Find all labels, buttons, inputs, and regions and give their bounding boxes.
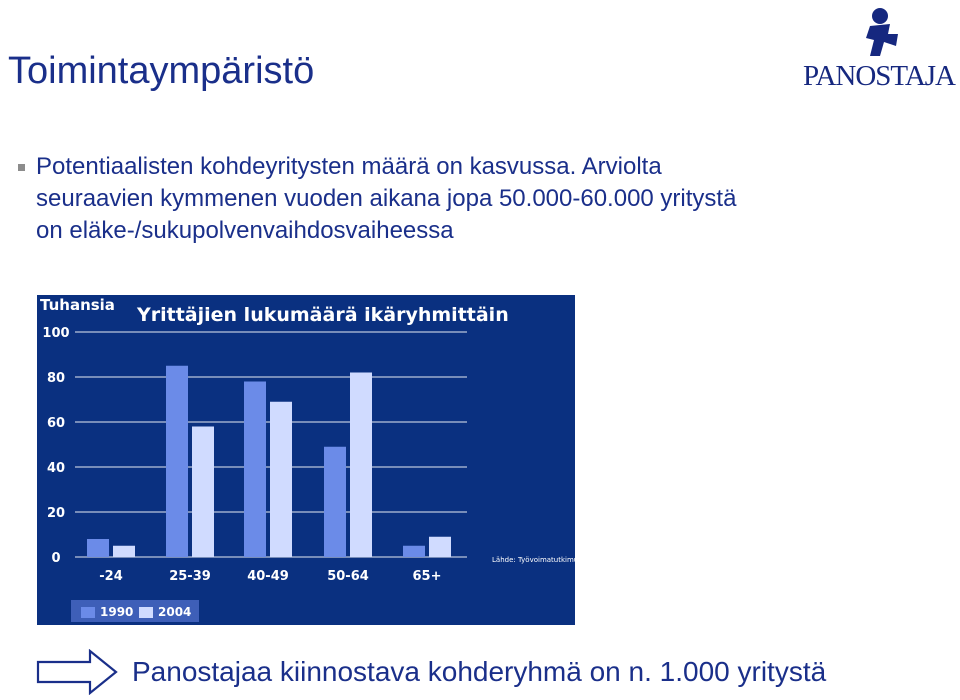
y-tick-label-80: 80 bbox=[46, 371, 66, 386]
bar-2004--24 bbox=[113, 546, 135, 557]
bar-1990--24 bbox=[87, 539, 109, 557]
bar-1990-40-49 bbox=[244, 382, 266, 558]
logo-text: PANOSTAJA bbox=[803, 60, 955, 92]
legend-label-2004: 2004 bbox=[158, 605, 192, 619]
bar-2004-25-39 bbox=[192, 427, 214, 558]
slide-title: Toimintaympäristö bbox=[8, 50, 315, 92]
square-bullet-icon bbox=[18, 164, 25, 171]
x-tick-label--24: -24 bbox=[99, 569, 123, 584]
legend-swatch-2004 bbox=[139, 607, 153, 618]
bullet-text: Potentiaalisten kohdeyritysten määrä on kasvussa. Arviolta seuraavien kymmenen vuoden aikana jopa 50.000-60.000 yritystä on eläke-/sukupolvenvaihdosvaiheessa bbox=[36, 153, 737, 244]
chart-unit-label: Tuhansia bbox=[40, 296, 115, 314]
chart-canvas bbox=[37, 295, 575, 625]
y-tick-label-60: 60 bbox=[46, 416, 66, 431]
y-tick-label-20: 20 bbox=[46, 506, 66, 521]
bar-2004-50-64 bbox=[350, 373, 372, 558]
bar-1990-65+ bbox=[403, 546, 425, 557]
bullet-point bbox=[14, 151, 944, 247]
panostaja-logo-icon bbox=[800, 4, 958, 100]
x-tick-label-65+: 65+ bbox=[412, 569, 442, 584]
legend-label-1990: 1990 bbox=[100, 605, 134, 619]
conclusion-text: Panostajaa kiinnostava kohderyhmä on n. 1.000 yritystä bbox=[132, 656, 827, 687]
x-tick-label-40-49: 40-49 bbox=[247, 569, 289, 584]
y-tick-label-0: 0 bbox=[51, 551, 61, 566]
y-tick-label-100: 100 bbox=[42, 326, 70, 341]
x-tick-label-50-64: 50-64 bbox=[327, 569, 369, 584]
y-tick-label-40: 40 bbox=[46, 461, 66, 476]
legend-item-1990 bbox=[81, 605, 133, 619]
bar-chart bbox=[37, 295, 582, 625]
logo-figure bbox=[800, 4, 958, 64]
legend-swatch-1990 bbox=[81, 607, 95, 618]
bar-2004-40-49 bbox=[270, 402, 292, 557]
bar-1990-50-64 bbox=[324, 447, 346, 557]
right-arrow-icon bbox=[36, 649, 118, 695]
legend-item-2004 bbox=[139, 605, 191, 619]
bar-2004-65+ bbox=[429, 537, 451, 557]
chart-source: Lähde: Työvoimatutkimus bbox=[492, 556, 582, 564]
chart-title: Yrittäjien lukumäärä ikäryhmittäin bbox=[137, 304, 509, 326]
x-tick-label-25-39: 25-39 bbox=[169, 569, 211, 584]
chart-legend bbox=[71, 600, 199, 622]
bar-1990-25-39 bbox=[166, 366, 188, 557]
